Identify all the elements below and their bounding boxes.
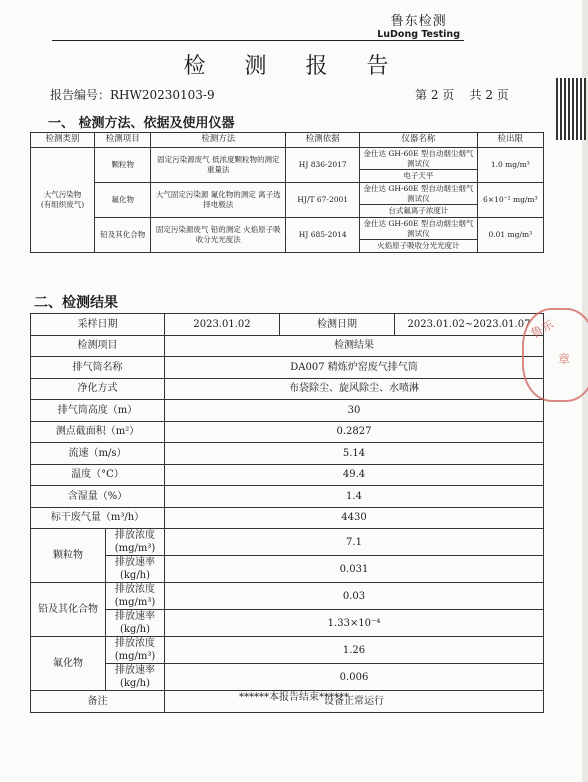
- item-cell: 氟化物: [95, 183, 151, 218]
- basis-cell: HJ 836-2017: [286, 148, 360, 183]
- header-rule: [52, 40, 464, 41]
- row-label: 净化方式: [31, 378, 165, 400]
- method-cell: 固定污染源废气 铅的测定 火焰原子吸收分光光度法: [151, 218, 286, 253]
- row-label: 温度（°C）: [31, 464, 165, 486]
- conc-value: 1.26: [165, 637, 544, 664]
- method-cell: 大气固定污染源 氟化物的测定 离子选择电极法: [151, 183, 286, 218]
- row-label: 排气筒名称: [31, 357, 165, 379]
- category-cell: 大气污染物 (有组织废气): [31, 148, 95, 253]
- row-value: 0.2827: [165, 421, 544, 443]
- rate-label: 排放速率(kg/h): [106, 556, 165, 583]
- conc-label: 排放浓度(mg/m³): [106, 637, 165, 664]
- conc-value: 0.03: [165, 583, 544, 610]
- row-label: 测点截面积（m²）: [31, 421, 165, 443]
- results-table: [30, 313, 544, 713]
- report-title: 检 测 报 告: [183, 54, 405, 79]
- pollutant-name: 氟化物: [31, 637, 106, 691]
- item-cell: 颗粒物: [95, 148, 151, 183]
- row-value: DA007 精炼炉窑废气排气筒: [165, 357, 544, 379]
- company-name-en: LuDong Testing: [377, 29, 460, 40]
- row-value: 4430: [165, 507, 544, 529]
- item-header: 检测项目: [31, 335, 165, 357]
- rate-value: 1.33×10⁻⁴: [165, 610, 544, 637]
- instrument-cell: 金仕达 GH-60E 型自动烟尘烟气测试仪: [360, 218, 477, 240]
- result-header: 检测结果: [165, 335, 544, 357]
- rate-label: 排放速率(kg/h): [106, 664, 165, 691]
- row-label: 标干废气量（m³/h）: [31, 507, 165, 529]
- basis-cell: HJ 685-2014: [286, 218, 360, 253]
- conc-label: 排放浓度(mg/m³): [106, 583, 165, 610]
- instrument-cell: 火焰原子吸收分光光度计: [360, 240, 477, 253]
- company-name-cn: 鲁东检测: [390, 14, 447, 29]
- company-brand: [377, 10, 460, 40]
- row-value: 49.4: [165, 464, 544, 486]
- sample-date-label: 采样日期: [31, 314, 165, 336]
- th-instrument: 仪器名称: [360, 133, 477, 148]
- conc-value: 7.1: [165, 529, 544, 556]
- th-method: 检测方法: [151, 133, 286, 148]
- item-cell: 铅及其化合物: [95, 218, 151, 253]
- instrument-cell: 电子天平: [360, 170, 477, 183]
- rate-label: 排放速率(kg/h): [106, 610, 165, 637]
- remark-value: 设备正常运行: [165, 691, 544, 713]
- th-basis: 检测依据: [286, 133, 360, 148]
- instrument-cell: 台式氟离子浓度计: [360, 205, 477, 218]
- page-info: 第 2 页 共 2 页: [415, 88, 509, 102]
- methods-table: [30, 132, 544, 253]
- th-item: 检测项目: [95, 133, 151, 148]
- row-value: 5.14: [165, 443, 544, 465]
- report-number: 报告编号：RHW20230103-9: [50, 88, 215, 102]
- instrument-cell: 金仕达 GH-60E 型自动烟尘烟气测试仪: [360, 148, 477, 170]
- rate-value: 0.031: [165, 556, 544, 583]
- row-label: 排气筒高度（m）: [31, 400, 165, 422]
- limit-cell: 1.0 mg/m³: [477, 148, 543, 183]
- rate-value: 0.006: [165, 664, 544, 691]
- test-date-label: 检测日期: [280, 314, 395, 336]
- conc-label: 排放浓度(mg/m³): [106, 529, 165, 556]
- method-cell: 固定污染源废气 低浓度颗粒物的测定 重量法: [151, 148, 286, 183]
- qr-code-icon: [556, 78, 586, 140]
- limit-cell: 6×10⁻² mg/m³: [477, 183, 543, 218]
- pollutant-name: 颗粒物: [31, 529, 106, 583]
- seal-stamp: 鲁东 章: [522, 308, 588, 402]
- row-value: 布袋除尘、旋风除尘、水喷淋: [165, 378, 544, 400]
- sample-date-value: 2023.01.02: [165, 314, 280, 336]
- section1-title: 一、 检测方法、依据及使用仪器: [48, 116, 235, 131]
- pollutant-name: 铅及其化合物: [31, 583, 106, 637]
- instrument-cell: 金仕达 GH-60E 型自动烟尘烟气测试仪: [360, 183, 477, 205]
- basis-cell: HJ/T 67-2001: [286, 183, 360, 218]
- row-label: 含湿量（%）: [31, 486, 165, 508]
- limit-cell: 0.01 mg/m³: [477, 218, 543, 253]
- section2-title: 二、检测结果: [34, 295, 118, 311]
- end-note: ******本报告结束******: [239, 692, 349, 703]
- row-value: 30: [165, 400, 544, 422]
- th-category: 检测类别: [31, 133, 95, 148]
- row-label: 流速（m/s）: [31, 443, 165, 465]
- th-limit: 检出限: [477, 133, 543, 148]
- remark-label: 备注: [31, 691, 165, 713]
- test-date-value: 2023.01.02~2023.01.07: [395, 314, 544, 336]
- row-value: 1.4: [165, 486, 544, 508]
